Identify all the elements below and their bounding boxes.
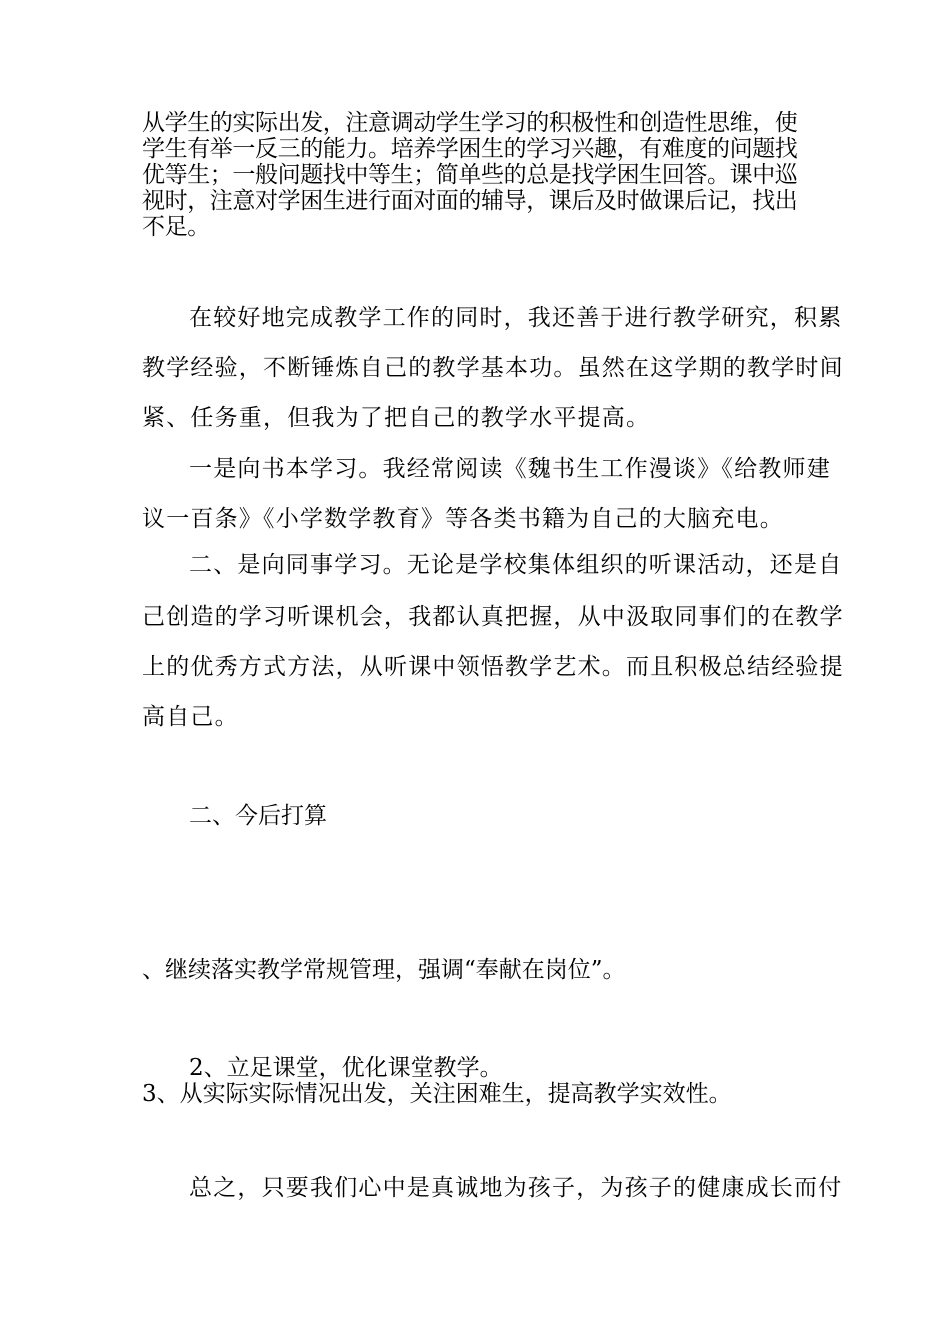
paragraph2-line-3: 紧、任务重，但我为了把自己的教学水平提高。 — [142, 405, 651, 431]
paragraph2-line-2: 教学经验，不断锤炼自己的教学基本功。虽然在这学期的教学时间 — [142, 355, 844, 381]
paragraph3-line-1: 一是向书本学习。我经常阅读《魏书生工作漫谈》《给教师建 — [189, 456, 831, 482]
paragraph4-line-1: 二、是向同事学习。无论是学校集体组织的听课活动，还是自 — [189, 552, 843, 578]
paragraph4-line-2: 己创造的学习听课机会，我都认真把握，从中汲取同事们的在教学 — [142, 604, 844, 630]
plan-item-3: 3、从实际实际情况出发，关注困难生，提高教学实效性。 — [142, 1081, 732, 1107]
paragraph1-line-5: 不足。 — [142, 214, 210, 240]
paragraph1-line-2: 学生有举一反三的能力。培养学困生的学习兴趣，有难度的问题找 — [142, 136, 798, 162]
plan-item-1: 、继续落实教学常规管理，强调“奉献在岗位”。 — [142, 957, 626, 983]
paragraph1-line-3: 优等生；一般问题找中等生；简单些的总是找学困生回答。课中巡 — [142, 162, 798, 188]
paragraph2-line-1: 在较好地完成教学工作的同时，我还善于进行教学研究，积累 — [189, 305, 843, 331]
conclusion-line: 总之，只要我们心中是真诚地为孩子，为孩子的健康成长而付 — [189, 1175, 843, 1201]
paragraph1-line-1: 从学生的实际出发，注意调动学生学习的积极性和创造性思维，使 — [142, 110, 798, 136]
paragraph4-line-3: 上的优秀方式方法，从听课中领悟教学艺术。而且积极总结经验提 — [142, 654, 844, 680]
section-heading: 二、今后打算 — [189, 803, 327, 829]
plan-item-2: 2、立足课堂，优化课堂教学。 — [189, 1055, 503, 1081]
paragraph1-line-4: 视时，注意对学困生进行面对面的辅导，课后及时做课后记，找出 — [142, 188, 798, 214]
paragraph4-line-4: 高自己。 — [142, 704, 239, 730]
paragraph3-line-2: 议一百条》《小学数学教育》等各类书籍为自己的大脑充电。 — [142, 506, 784, 532]
